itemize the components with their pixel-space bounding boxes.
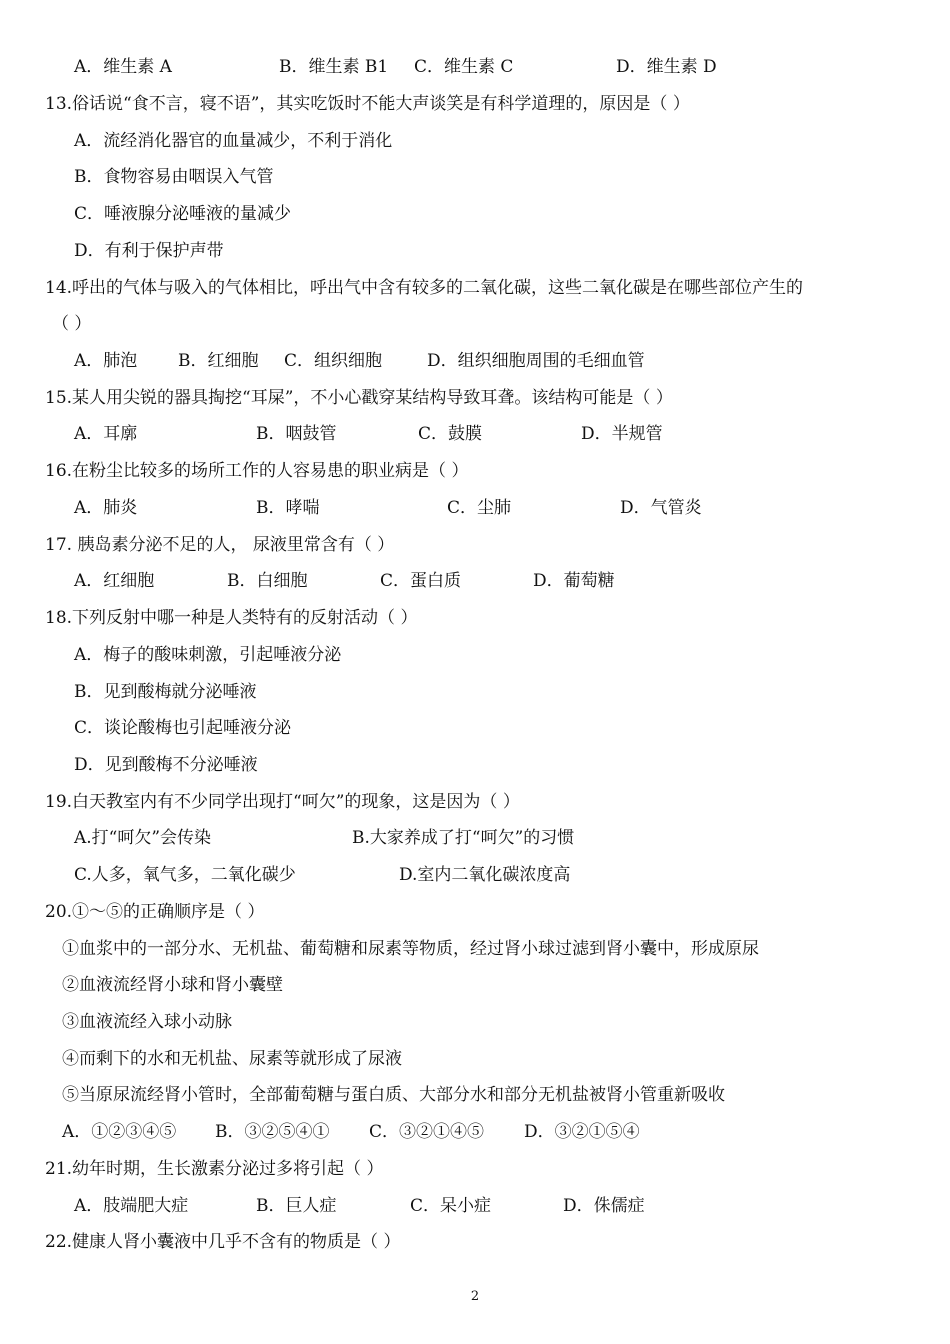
q15-option-a: A．耳廓 (74, 424, 138, 444)
q14-option-a: A．肺泡 (74, 351, 138, 371)
q20-stem: 20.①～⑤的正确顺序是（ ） (45, 902, 265, 922)
q18-option-a: A．梅子的酸味刺激，引起唾液分泌 (74, 645, 342, 665)
q18-stem: 18.下列反射中哪一种是人类特有的反射活动（ ） (45, 608, 418, 628)
q16-stem: 16.在粉尘比较多的场所工作的人容易患的职业病是（ ） (45, 461, 469, 481)
q19-stem: 19.白天教室内有不少同学出现打“呵欠”的现象，这是因为（ ） (45, 792, 520, 812)
q20-step-3: ③血液流经入球小动脉 (62, 1012, 232, 1032)
q15-option-d: D．半规管 (581, 424, 663, 444)
q18-option-d: D．见到酸梅不分泌唾液 (74, 755, 258, 775)
q12-option-c: C．维生素 C (414, 57, 514, 77)
q20-option-d: D．③②①⑤④ (524, 1122, 640, 1142)
q14-option-b: B．红细胞 (178, 351, 259, 371)
q17-stem: 17. 胰岛素分泌不足的人， 尿液里常含有（ ） (45, 535, 395, 555)
q21-option-d: D．侏儒症 (563, 1196, 645, 1216)
q18-option-b: B．见到酸梅就分泌唾液 (74, 682, 257, 702)
q17-option-b: B．白细胞 (227, 571, 308, 591)
q17-option-c: C．蛋白质 (380, 571, 462, 591)
q18-option-c: C．谈论酸梅也引起唾液分泌 (74, 718, 292, 738)
q19-option-c: C.人多，氧气多，二氧化碳少 (74, 865, 296, 885)
q21-option-b: B．巨人症 (256, 1196, 337, 1216)
q13-option-b: B．食物容易由咽误入气管 (74, 167, 274, 187)
q14-option-d: D．组织细胞周围的毛细血管 (427, 351, 645, 371)
q12-option-a: A．维生素 A (74, 57, 172, 77)
q19-option-a: A.打“呵欠”会传染 (74, 828, 212, 848)
q19-option-d: D.室内二氧化碳浓度高 (399, 865, 571, 885)
q20-option-a: A．①②③④⑤ (62, 1122, 177, 1142)
q13-option-a: A．流经消化器官的血量减少，不利于消化 (74, 131, 393, 151)
q20-step-2: ②血液流经肾小球和肾小囊壁 (62, 975, 283, 995)
q17-option-d: D．葡萄糖 (533, 571, 615, 591)
q20-option-b: B．③②⑤④① (215, 1122, 330, 1142)
q20-step-1: ①血浆中的一部分水、无机盐、葡萄糖和尿素等物质，经过肾小球过滤到肾小囊中，形成原尿 (62, 939, 759, 959)
q12-option-b: B．维生素 B1 (279, 57, 389, 77)
q21-stem: 21.幼年时期，生长激素分泌过多将引起（ ） (45, 1159, 384, 1179)
q21-option-c: C．呆小症 (410, 1196, 492, 1216)
q20-step-5: ⑤当原尿流经肾小管时，全部葡萄糖与蛋白质、大部分水和部分无机盐被肾小管重新吸收 (62, 1085, 725, 1105)
q15-option-c: C．鼓膜 (418, 424, 483, 444)
q14-stem-cont: （ ） (52, 314, 92, 334)
q19-option-b: B.大家养成了打“呵欠”的习惯 (352, 828, 575, 848)
q17-option-a: A．红细胞 (74, 571, 155, 591)
q20-step-4: ④而剩下的水和无机盐、尿素等就形成了尿液 (62, 1049, 402, 1069)
q16-option-a: A．肺炎 (74, 498, 138, 518)
q13-option-c: C．唾液腺分泌唾液的量减少 (74, 204, 292, 224)
q22-stem: 22.健康人肾小囊液中几乎不含有的物质是（ ） (45, 1232, 401, 1252)
q21-option-a: A．肢端肥大症 (74, 1196, 189, 1216)
q15-option-b: B．咽鼓管 (256, 424, 337, 444)
q13-stem: 13.俗话说“食不言，寝不语”，其实吃饭时不能大声谈笑是有科学道理的，原因是（ ） (45, 94, 690, 114)
q15-stem: 15.某人用尖锐的器具掏挖“耳屎”，不小心戳穿某结构导致耳聋。该结构可能是（ ） (45, 388, 673, 408)
q14-stem: 14.呼出的气体与吸入的气体相比，呼出气中含有较多的二氧化碳，这些二氧化碳是在哪些部位产生的 (45, 278, 804, 298)
q16-option-c: C．尘肺 (447, 498, 512, 518)
q14-option-c: C．组织细胞 (284, 351, 383, 371)
q20-option-c: C．③②①④⑤ (369, 1122, 485, 1142)
page-number: 2 (470, 1289, 480, 1304)
q16-option-b: B．哮喘 (256, 498, 320, 518)
q12-option-d: D．维生素 D (616, 57, 717, 77)
q13-option-d: D．有利于保护声带 (74, 241, 224, 261)
q16-option-d: D．气管炎 (620, 498, 702, 518)
